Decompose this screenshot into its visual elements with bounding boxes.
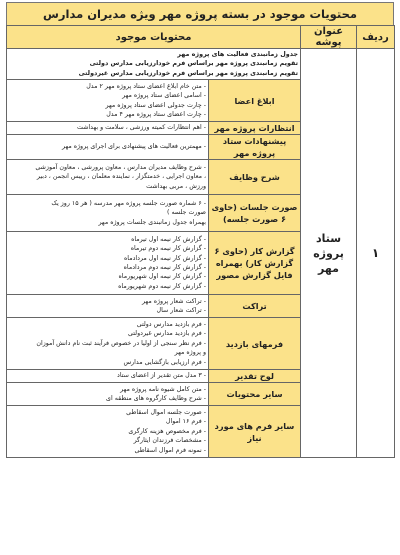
header-row [7, 26, 395, 49]
list-item: - تراکت شعار پروژه مهر [141, 297, 207, 305]
section-items [7, 295, 209, 318]
section-category: شرح وظایف [209, 160, 301, 195]
row-number: ۱ [357, 49, 395, 458]
top-line: جدول زمانبندی فعالیت های پروژه مهر [177, 49, 299, 58]
list-item: - اهم انتظارات کمیته ورزشی ، سلامت و بهداشت [76, 124, 207, 132]
list-item: - گزارش کار نیمه دوم مردادماه [123, 264, 207, 271]
section-items [7, 406, 209, 458]
list-item: - گزارش کار نیمه اول شهریورماه [118, 273, 207, 281]
list-item: و پروژه مهر [174, 349, 207, 357]
list-item: - صورت جلسه اموال اسقاطی [126, 408, 207, 416]
list-item: بهمراه جدول زمانبندی جلسات پروژه مهر [98, 218, 207, 226]
top-lines [7, 49, 301, 80]
top-line: تقویم زمانبندی پروژه مهر براساس فرم خودارزیابی مدارس دولتی [89, 59, 299, 68]
list-item: صورت جلسه ) [167, 209, 207, 217]
section-items [7, 383, 209, 406]
folder-title: ستاد پروژه مهر [301, 49, 357, 458]
header-folder-title: عنوان پوشه [301, 26, 357, 49]
list-item: - مشخصات فرزندان ایثارگر [133, 437, 207, 445]
list-item: - شرح وظایف کارگروه های منطقه ای [106, 395, 207, 402]
section-category: تراکت [209, 295, 301, 318]
list-item: - تراکت شعار سال [156, 307, 207, 314]
header-contents: محتویات موجود [7, 26, 301, 49]
list-item: - شرح وظایف مدیران مدارس ، معاون پرورشی ، معاون آموزشی [35, 163, 207, 171]
list-item: - فرم ارزیابی بازگشایی مدارس [123, 358, 207, 366]
section-items [7, 195, 209, 232]
top-line: تقویم زمانبندی پروژه مهر براساس فرم خودارزیابی مدارس غیردولتی [78, 68, 299, 77]
page-title: محتویات موجود در بسته پروژه مهر ویژه مدیران مدارس [6, 2, 394, 26]
section-items [7, 318, 209, 370]
list-item: - اسامی اعضای ستاد پروژه مهر [122, 92, 207, 100]
contents-table [6, 25, 395, 458]
section-items [7, 122, 209, 135]
section-category: سایر فرم های مورد نیاز [209, 406, 301, 458]
list-item: - متن خام ابلاغ اعضای ستاد پروژه مهر ۲ مدل [86, 82, 207, 90]
section-category: ابلاغ اعضا [209, 80, 301, 122]
section-category: صورت جلسات (حاوی ۶ صورت جلسه) [209, 195, 301, 232]
section-category: پیشنهادات ستاد پروژه مهر [209, 135, 301, 160]
list-item: - ۶ شماره صورت جلسه پروژه مهر مدرسه ( هر ۱۵ روز یک [51, 199, 207, 207]
list-item: - ۳ مدل متن تقدیر از اعضای ستاد [117, 372, 207, 380]
section-items [7, 80, 209, 122]
list-item: - مهمترین فعالیت های پیشنهادی برای اجرای پروژه مهر [61, 143, 207, 151]
section-items [7, 232, 209, 295]
section-category: گزارش کار (حاوی ۶ گزارش کار) بهمراه فایل گزارش مصور [209, 232, 301, 295]
header-row-number: ردیف [357, 26, 395, 49]
list-item: - گزارش کار نیمه دوم شهریورماه [118, 282, 207, 290]
list-item: - چارت جدولی اعضای ستاد پروژه مهر [105, 101, 207, 109]
list-item: - فرم بازدید مدارس غیردولتی [128, 330, 207, 338]
section-category: سایر محتویات [209, 383, 301, 406]
section-category: لوح تقدیر [209, 370, 301, 383]
list-item: - فرم ۱۶ اموال [165, 418, 207, 426]
list-item: ورزش ، مربی بهداشت [146, 182, 207, 190]
section-category: فرمهای بازدید [209, 318, 301, 370]
list-item: - فرم نظر سنجی از اولیا در خصوص فرآیند ثبت نام دانش آموزان [36, 339, 207, 347]
section-items [7, 135, 209, 160]
list-item: - چارت اعضای ستاد پروژه مهر ۴ مدل [106, 110, 207, 118]
section-items [7, 160, 209, 195]
list-item: ، معاون اجرایی ، خدمتگزار ، نماینده معلمان ، رییس انجمن ، دبیر [36, 173, 207, 181]
list-item: - گزارش کار نیمه دوم تیرماه [130, 245, 207, 253]
list-item: - گزارش کار نیمه اول مردادماه [123, 254, 207, 262]
list-item: - متن کامل شیوه نامه پروژه مهر [120, 385, 207, 393]
section-items [7, 370, 209, 383]
list-item: - فرم مخصوص هزینه کارگری [128, 427, 207, 435]
section-category: انتظارات پروژه مهر [209, 122, 301, 135]
list-item: - گزارش کار نیمه اول تیرماه [131, 235, 207, 243]
list-item: - فرم بازدید مدارس دولتی [136, 320, 207, 328]
list-item: - نمونه فرم اموال اسقاطی [134, 446, 207, 454]
